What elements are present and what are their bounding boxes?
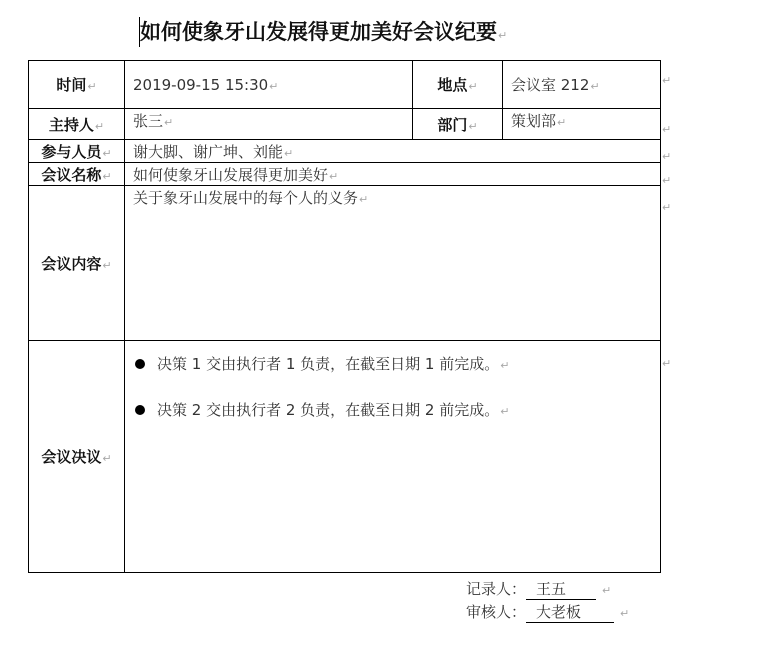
meeting-name-value-cell[interactable]: [125, 163, 661, 186]
row-end-mark-icon: ↵: [662, 150, 672, 163]
resolution-list: [125, 353, 660, 421]
bullet-icon: [135, 359, 145, 369]
row-end-mark-icon: ↵: [662, 174, 672, 187]
row-end-mark-icon: ↵: [662, 74, 672, 87]
bullet-icon: [135, 405, 145, 415]
table-row: [29, 61, 661, 109]
content-value-cell[interactable]: [125, 186, 661, 341]
department-value: 策划部: [511, 112, 557, 130]
content-label: 会议内容: [41, 254, 102, 273]
meeting-name-value: 如何使象牙山发展得更加美好: [133, 165, 329, 184]
time-value: 2019-09-15 15:30: [133, 75, 269, 94]
meeting-name-label-cell[interactable]: [29, 163, 125, 186]
paragraph-mark-icon: ↵: [602, 584, 612, 597]
paragraph-mark-icon: ↵: [269, 79, 279, 93]
table-row: [29, 109, 661, 140]
reviewer-name: 大老板: [526, 603, 614, 623]
host-value: 张三: [133, 112, 164, 130]
paragraph-mark-icon: ↵: [498, 29, 508, 42]
row-end-mark-icon: ↵: [662, 123, 672, 136]
resolution-text: 决策 1 交由执行者 1 负责，在截至日期 1 前完成。: [157, 355, 500, 373]
table-row: [29, 186, 661, 341]
paragraph-mark-icon: ↵: [102, 452, 112, 465]
paragraph-mark-icon: ↵: [102, 146, 112, 160]
paragraph-mark-icon: ↵: [557, 116, 567, 129]
paragraph-mark-icon: ↵: [164, 116, 174, 129]
title-text: 如何使象牙山发展得更加美好会议纪要: [140, 20, 497, 44]
host-value-cell[interactable]: [125, 109, 413, 140]
resolution-label-cell[interactable]: [29, 341, 125, 573]
meeting-name-label: 会议名称: [41, 165, 102, 184]
resolution-text: 决策 2 交由执行者 2 负责，在截至日期 2 前完成。: [157, 401, 500, 419]
participants-label-cell[interactable]: [29, 140, 125, 163]
participants-value: 谢大脚、谢广坤、刘能: [133, 142, 284, 161]
recorder-label: 记录人：: [466, 580, 527, 598]
location-label: 地点: [437, 76, 468, 94]
recorder-name: 王五: [526, 580, 596, 600]
recorder-line[interactable]: [466, 578, 611, 600]
department-label: 部门: [437, 115, 468, 134]
paragraph-mark-icon: ↵: [468, 80, 478, 93]
reviewer-label: 审核人：: [466, 603, 527, 621]
paragraph-mark-icon: ↵: [102, 169, 112, 183]
content-label-cell[interactable]: [29, 186, 125, 341]
participants-label: 参与人员: [41, 142, 102, 161]
paragraph-mark-icon: ↵: [620, 607, 630, 620]
paragraph-mark-icon: ↵: [359, 193, 369, 206]
paragraph-mark-icon: ↵: [590, 80, 600, 93]
time-label-cell[interactable]: [29, 61, 125, 109]
department-value-cell[interactable]: [503, 109, 661, 140]
paragraph-mark-icon: ↵: [500, 405, 510, 418]
paragraph-mark-icon: ↵: [87, 80, 97, 93]
table-row: [29, 140, 661, 163]
paragraph-mark-icon: ↵: [468, 119, 478, 133]
participants-value-cell[interactable]: [125, 140, 661, 163]
host-label-cell[interactable]: [29, 109, 125, 140]
paragraph-mark-icon: ↵: [500, 359, 510, 372]
reviewer-line[interactable]: [466, 601, 629, 623]
content-value: 关于象牙山发展中的每个人的义务: [133, 189, 359, 207]
row-end-mark-icon: ↵: [662, 357, 672, 370]
resolution-value-cell[interactable]: [125, 341, 661, 573]
department-label-cell[interactable]: [413, 109, 503, 140]
host-label: 主持人: [48, 115, 94, 134]
location-label-cell[interactable]: [413, 61, 503, 109]
paragraph-mark-icon: ↵: [94, 119, 105, 133]
time-value-cell[interactable]: [125, 61, 413, 109]
paragraph-mark-icon: ↵: [284, 146, 294, 160]
document-title[interactable]: [140, 15, 507, 49]
location-value-cell[interactable]: [503, 61, 661, 109]
minutes-table: [28, 60, 661, 573]
resolution-label: 会议决议: [41, 448, 102, 466]
list-item[interactable]: [125, 399, 660, 421]
paragraph-mark-icon: ↵: [102, 258, 112, 272]
time-label: 时间: [56, 76, 87, 94]
location-value: 会议室 212: [511, 76, 590, 94]
list-item[interactable]: [125, 353, 660, 375]
table-row: [29, 163, 661, 186]
table-row: [29, 341, 661, 573]
paragraph-mark-icon: ↵: [329, 169, 339, 183]
row-end-mark-icon: ↵: [662, 201, 672, 214]
